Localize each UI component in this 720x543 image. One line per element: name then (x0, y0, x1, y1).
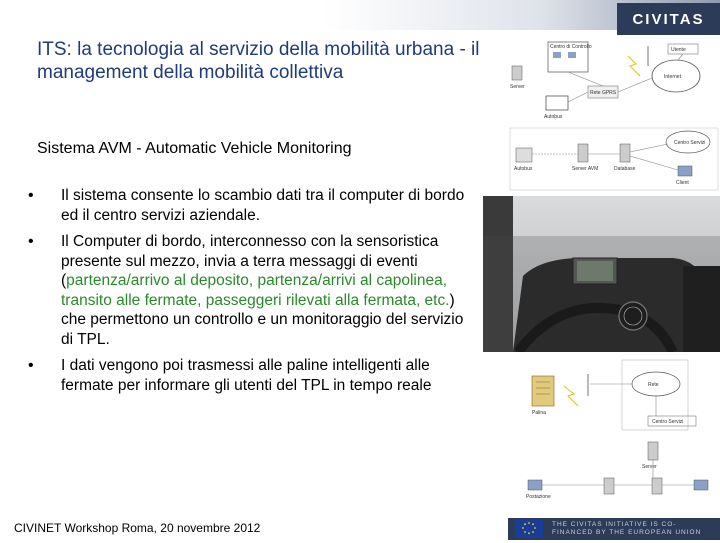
bullet-list (28, 186, 468, 395)
diagram2-label-server: Server AVM (572, 166, 599, 172)
eu-cofinance-note: THE CIVITAS INITIATIVE IS CO-FINANCED BY THE EUROPEAN UNION (552, 521, 702, 536)
diagram1-label-cloud: Internet (664, 74, 681, 80)
diagram2-label-cloud: Centro Servizi (674, 140, 706, 146)
smart-stop-display-icon (532, 376, 554, 406)
workstation-icon (528, 480, 542, 490)
bus-computer-icon (516, 148, 532, 162)
monitor-icon (568, 52, 576, 58)
client-icon (694, 480, 708, 490)
diagram2-label-client: Client (676, 180, 689, 186)
footer-event-text: CIVINET Workshop Roma, 20 novembre 2012 (14, 521, 261, 535)
bullet-text: Il sistema consente lo scambio dati tra il computer di bordo ed il centro servizi aziendale. (61, 187, 465, 224)
bullet-dot-icon: • (28, 187, 34, 204)
server-icon (652, 478, 662, 494)
bus-dashboard-photo (483, 196, 720, 352)
server-icon (604, 478, 614, 494)
slide-title: ITS: la tecnologia al servizio della mobilità urbana - il management della mobilità collettiva (37, 39, 480, 83)
slide-subtitle: Sistema AVM - Automatic Vehicle Monitoring (37, 140, 352, 157)
diagram1-label-server: Server (510, 84, 525, 90)
bullet-item (28, 186, 468, 225)
client-icon (678, 166, 692, 176)
logo-text: CIVITAS (632, 10, 705, 28)
diagram3-label-ws: Postazione (526, 494, 551, 500)
database-icon (620, 144, 630, 162)
diagram3-label-center: Centro Servizi (652, 419, 684, 425)
diagram3-label-server: Server (642, 464, 657, 470)
top-banner (0, 0, 720, 30)
bullet-text: I dati vengono poi trasmessi alle paline intelligenti alle fermate per informare gli utenti del TPL in tempo reale (61, 357, 432, 394)
bullet-text-end: ) che permettono un controllo e un monitoraggio del servizio di TPL. (61, 291, 464, 348)
speedometer-gauge (619, 302, 647, 330)
smart-stop-diagram (508, 356, 720, 518)
diagram3-label-cloud: Rete (648, 382, 659, 388)
diagram1-label-network: Rete GPRS (590, 90, 617, 96)
bullet-text-start: Il Computer di bordo, interconnesso con la sensoristica presente sul mezzo, invia a terra messaggi di eventi ( (61, 233, 439, 289)
server-icon (648, 442, 658, 460)
diagram1-label-user: Utente (671, 47, 686, 53)
eu-flag-icon (515, 520, 543, 538)
server-icon (578, 144, 588, 162)
diagram2-label-bus: Autobus (514, 166, 533, 172)
bullet-item (28, 232, 468, 349)
bullet-item (28, 356, 468, 395)
diagram2-label-db: Database (614, 166, 636, 172)
avm-architecture-diagram (508, 126, 720, 192)
bullet-dot-icon: • (28, 233, 34, 250)
monitor-icon (553, 52, 561, 58)
dashboard-illustration (483, 196, 720, 352)
diagram3-label-stop: Palina (532, 410, 546, 416)
bullet-dot-icon: • (28, 357, 34, 374)
diagram1-label-control: Centro di Controllo (550, 44, 592, 50)
civitas-logo (617, 3, 720, 35)
bullet-text-highlight: partenza/arrivo al deposito, partenza/arrivi al capolinea, transito alle fermate, passeggeri rilevati alla fermata, etc. (61, 272, 450, 309)
server-icon (512, 66, 522, 80)
avm-network-diagram (508, 36, 720, 126)
diagram1-label-vehicle: Autobus (544, 114, 563, 120)
